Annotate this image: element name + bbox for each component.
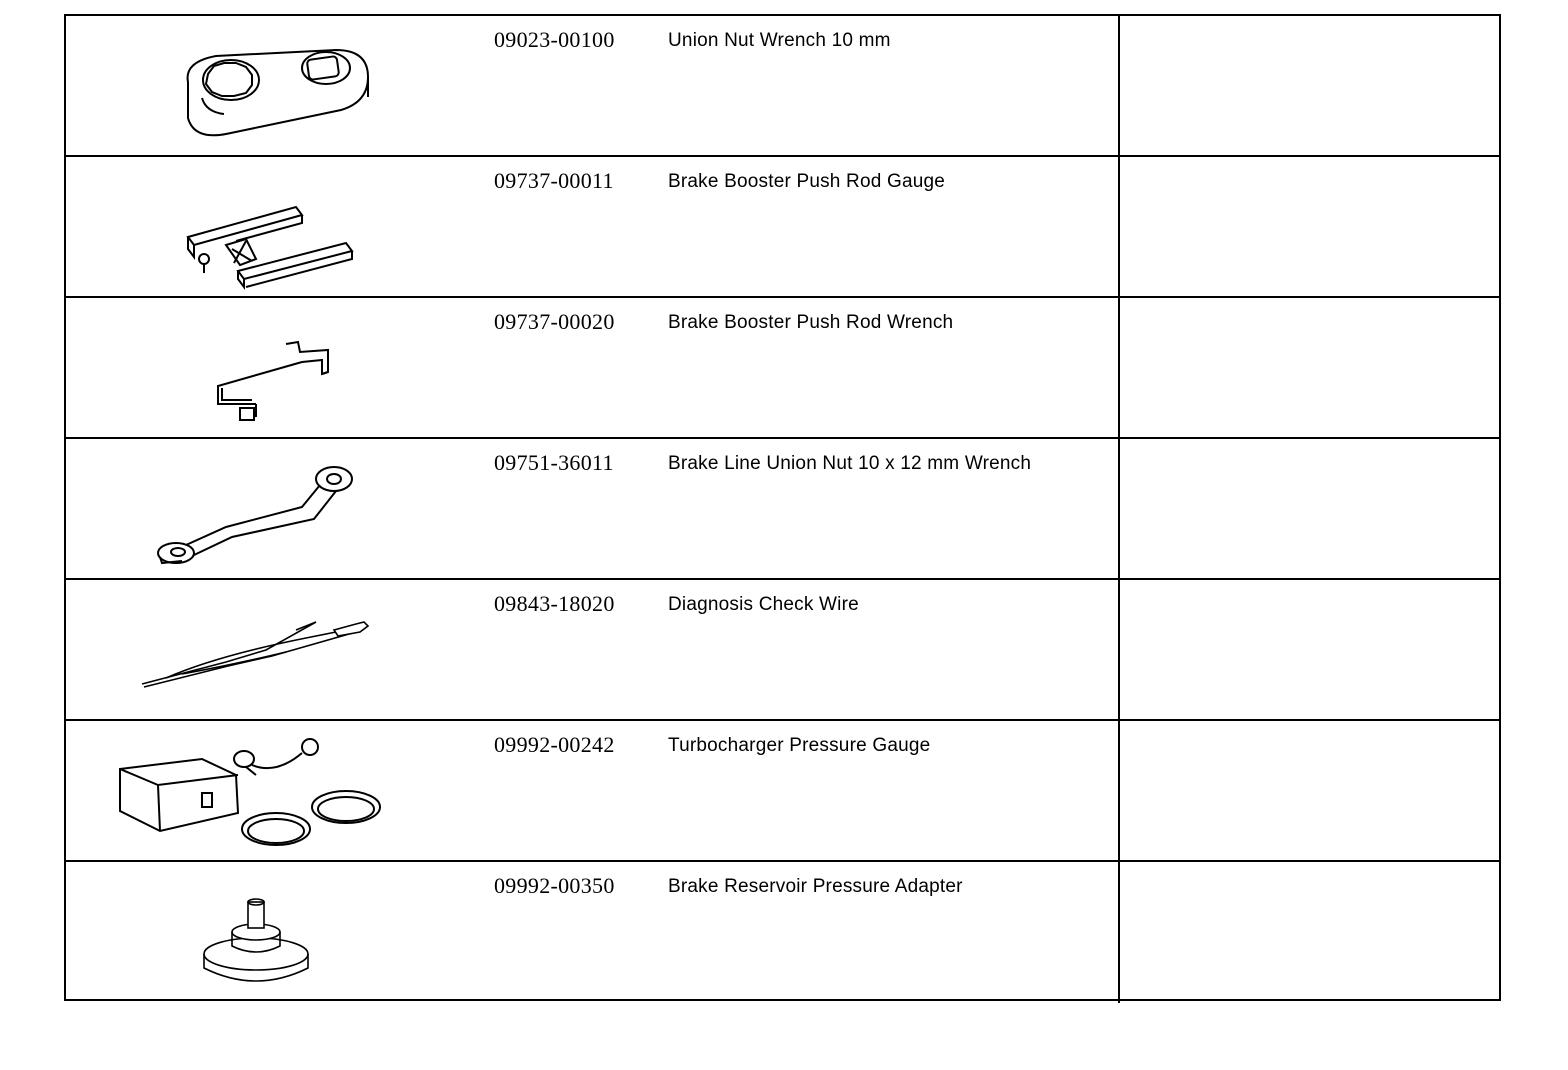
tool-name: Diagnosis Check Wire (668, 594, 859, 615)
part-number: 09843-18020 (494, 591, 615, 616)
part-number: 09751-36011 (494, 450, 614, 475)
note-cell (1120, 298, 1499, 437)
part-number: 09992-00350 (494, 873, 615, 898)
tool-name: Turbocharger Pressure Gauge (668, 735, 931, 756)
note-cell (1120, 580, 1499, 719)
note-cell (1120, 16, 1499, 155)
tool-name: Brake Booster Push Rod Gauge (668, 171, 946, 192)
part-number: 09737-00011 (494, 168, 614, 193)
tool-name: Brake Reservoir Pressure Adapter (668, 876, 963, 897)
tool-name: Brake Booster Push Rod Wrench (668, 312, 954, 333)
part-number: 09023-00100 (494, 27, 615, 52)
table-row (66, 580, 1499, 721)
brake-line-wrench-icon (106, 445, 446, 573)
special-service-tools-table (64, 14, 1501, 1001)
table-row (66, 862, 1499, 1003)
note-cell (1120, 157, 1499, 296)
table-row (66, 157, 1499, 298)
part-number: 09992-00242 (494, 732, 615, 757)
table-row (66, 16, 1499, 157)
pressure-adapter-icon (106, 868, 446, 996)
table-row (66, 298, 1499, 439)
tool-name: Brake Line Union Nut 10 x 12 mm Wrench (668, 453, 1032, 474)
push-rod-wrench-icon (106, 304, 446, 432)
pressure-gauge-kit-icon (106, 727, 446, 855)
check-wire-icon (106, 586, 446, 714)
table-row (66, 439, 1499, 580)
note-cell (1120, 721, 1499, 860)
union-nut-wrench-icon (106, 22, 446, 150)
table-row (66, 721, 1499, 862)
part-number: 09737-00020 (494, 309, 615, 334)
note-cell (1120, 439, 1499, 578)
tool-name: Union Nut Wrench 10 mm (668, 30, 891, 51)
push-rod-gauge-icon (106, 163, 446, 291)
note-cell (1120, 862, 1499, 1003)
